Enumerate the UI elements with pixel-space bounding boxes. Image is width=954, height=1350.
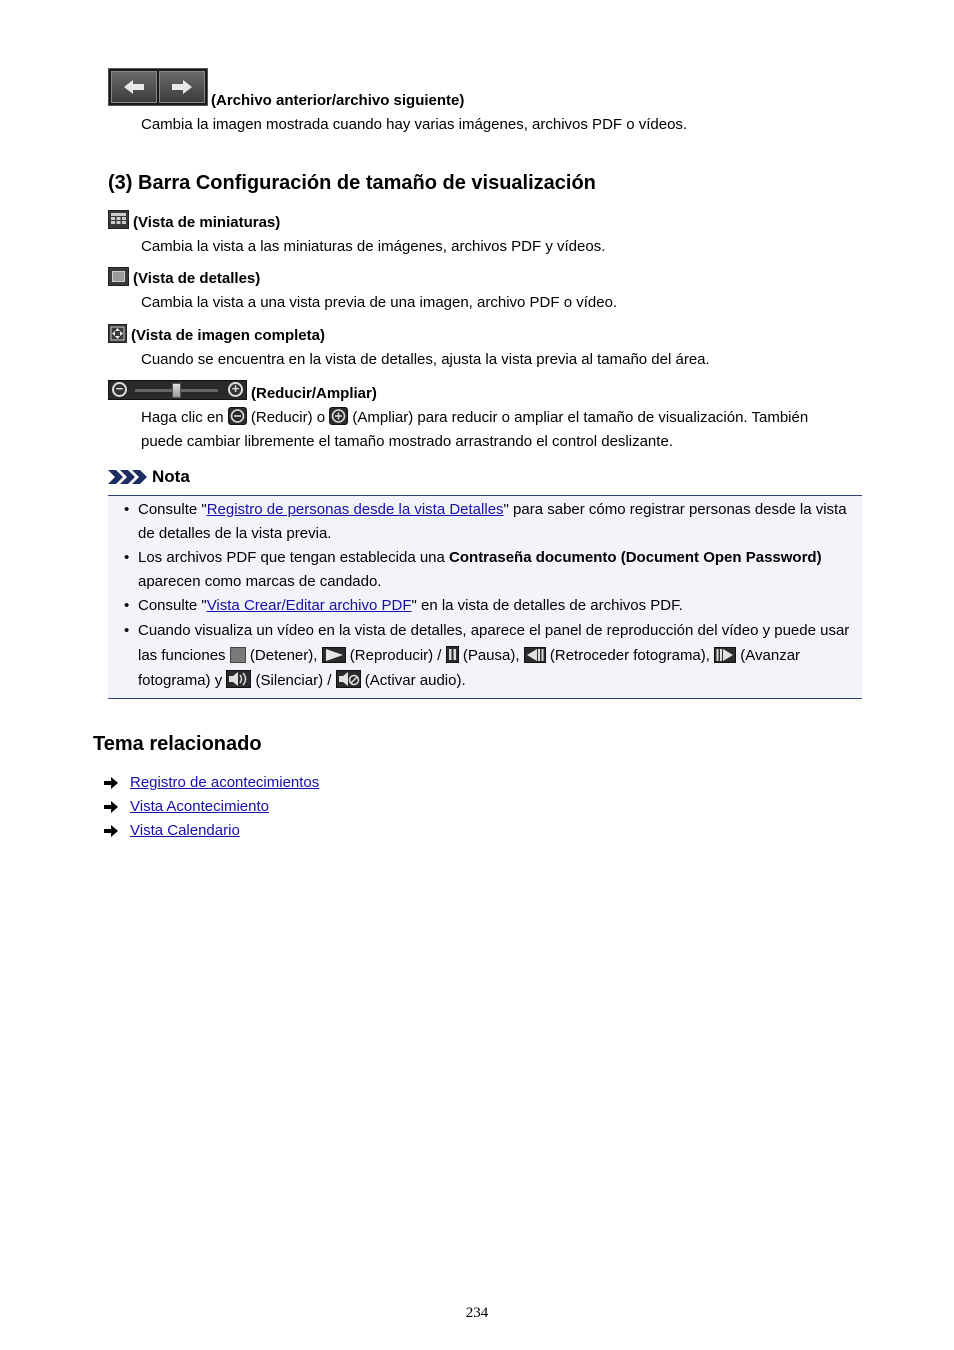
mute-icon xyxy=(226,670,251,688)
list-item: • Cuando visualiza un vídeo en la vista de detalles, aparece el panel de reproducción del vídeo y puede usar las funciones (Detener), (Reproducir) / (Pausa), (Retroceder fotograma), (Avanzar fotograma) y (Silenciar) / (Activar audio). xyxy=(108,618,862,693)
note-list xyxy=(108,498,862,693)
related-links-list xyxy=(104,771,319,843)
arrow-right-icon xyxy=(104,777,118,789)
link-calendar-view[interactable]: Vista Calendario xyxy=(130,822,240,839)
zoom-label: (Reducir/Ampliar) xyxy=(251,385,377,402)
zoom-desc-text-d: puede cambiar libremente el tamaño mostrado arrastrando el control deslizante. xyxy=(141,433,673,450)
arrow-right-icon xyxy=(104,825,118,837)
section-heading: (3) Barra Configuración de tamaño de visualización xyxy=(108,172,596,194)
zoom-desc-text-a: Haga clic en xyxy=(141,409,224,426)
details-view-label: (Vista de detalles) xyxy=(133,270,261,287)
link-event-view[interactable]: Vista Acontecimiento xyxy=(130,798,269,815)
zoom-desc-text-c: (Ampliar) para reducir o ampliar el tamaño de visualización. También xyxy=(352,409,809,426)
page-number: 234 xyxy=(465,1305,489,1321)
prev-next-buttons-image xyxy=(108,68,208,106)
related-topics-heading: Tema relacionado xyxy=(93,733,262,755)
zoom-out-icon: − xyxy=(112,382,127,397)
next-arrow-icon xyxy=(159,71,205,103)
list-item: • Consulte "Registro de personas desde la vista Detalles" para saber cómo registrar personas desde la vista de detalles de la vista previa. xyxy=(108,498,862,546)
forward-frame-icon xyxy=(714,647,736,663)
zoom-desc-text-b: (Reducir) o xyxy=(250,409,326,426)
play-icon xyxy=(322,647,346,663)
rewind-frame-icon xyxy=(524,647,546,663)
link-create-edit-pdf[interactable]: Vista Crear/Editar archivo PDF xyxy=(206,597,412,614)
unmute-icon xyxy=(336,670,361,688)
prev-next-description: Cambia la imagen mostrada cuando hay varias imágenes, archivos PDF o vídeos. xyxy=(141,116,688,133)
reduce-icon xyxy=(228,407,247,425)
link-register-people[interactable]: Registro de personas desde la vista Detalles xyxy=(206,501,504,518)
previous-arrow-icon xyxy=(111,71,157,103)
stop-icon xyxy=(230,647,246,663)
pause-icon xyxy=(446,646,459,663)
thumbnail-view-icon xyxy=(108,210,129,229)
prev-next-label: (Archivo anterior/archivo siguiente) xyxy=(211,92,465,109)
details-view-description: Cambia la vista a una vista previa de una imagen, archivo PDF o vídeo. xyxy=(141,294,618,311)
enlarge-icon xyxy=(329,407,348,425)
note-title: Nota xyxy=(152,467,190,486)
list-item xyxy=(104,795,319,819)
zoom-slider-image xyxy=(108,380,247,400)
zoom-in-icon: + xyxy=(228,382,243,397)
note-icon xyxy=(108,468,148,486)
list-item xyxy=(104,771,319,795)
list-item: • Los archivos PDF que tengan establecida una Contraseña documento (Document Open Password) aparecen como marcas de candado. xyxy=(108,546,862,594)
list-item: • Consulte "Vista Crear/Editar archivo PDF" en la vista de detalles de archivos PDF. xyxy=(108,594,862,618)
thumbnail-view-label: (Vista de miniaturas) xyxy=(133,214,281,231)
list-item xyxy=(104,819,319,843)
full-image-view-icon xyxy=(108,324,127,343)
zoom-description xyxy=(141,406,861,454)
full-image-view-label: (Vista de imagen completa) xyxy=(131,327,325,344)
link-register-events[interactable]: Registro de acontecimientos xyxy=(130,774,320,791)
thumbnail-view-description: Cambia la vista a las miniaturas de imágenes, archivos PDF y vídeos. xyxy=(141,238,606,255)
details-view-icon xyxy=(108,267,129,286)
arrow-right-icon xyxy=(104,801,118,813)
full-image-view-description: Cuando se encuentra en la vista de detalles, ajusta la vista previa al tamaño del área. xyxy=(141,351,710,368)
zoom-slider-thumb xyxy=(172,383,181,398)
